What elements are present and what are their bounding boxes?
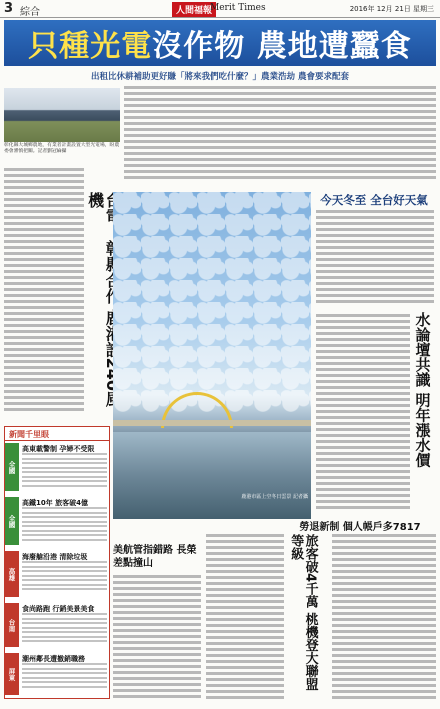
brief-text [22, 453, 107, 489]
river-water [113, 432, 311, 519]
region-tag: 全國 [5, 443, 19, 491]
brief-title: 高鐵10年 旅客破4億 [22, 499, 89, 507]
labor-pension-headline: 勞退新制 個人帳戶多7817 [299, 522, 421, 533]
winter-solstice-headline: 今天冬至 全台好天氣 [320, 193, 428, 207]
bridge-deck [113, 420, 311, 426]
article-text-left [4, 168, 84, 418]
solar-photo-caption: 彰化縣大城鄉農地，有業者計畫設置大型光電場，盼農委會審慎把關。記者劉冠綸攝 [4, 143, 120, 155]
page-header [0, 0, 440, 18]
list-item [5, 443, 109, 493]
article-text-labor [332, 534, 436, 702]
newspaper-logo-en: Merit Times [210, 3, 266, 13]
list-item [5, 551, 109, 599]
solar-farm-photo [4, 88, 120, 142]
brief-text [22, 507, 107, 543]
article-text-airline [113, 575, 201, 703]
section-label: 綜合 [20, 7, 40, 18]
page-number: 3 [4, 1, 14, 16]
brief-title: 食尚路跑 行銷美景美食 [22, 605, 95, 613]
news-briefs-box [4, 426, 110, 699]
headline-part-1: 只種光電 [28, 29, 153, 64]
airline-headline: 美航管指錯路 長榮差點撞山 [113, 545, 197, 569]
news-box-title: 新聞千里眼 [5, 427, 109, 441]
newspaper-logo: 人間福報 [172, 2, 216, 17]
article-text-water [316, 314, 410, 512]
cloud-pattern [113, 192, 311, 412]
headline-part-2: 沒作物 農地遭蠶食 [152, 29, 412, 64]
brief-text [22, 613, 107, 645]
issue-date: 2016年 12月 21日 星期三 [349, 5, 434, 13]
article-text-top [124, 86, 436, 186]
list-item [5, 497, 109, 547]
sub-headline: 出租比休耕補助更好賺「將來我們吃什麼？」農業浩劫 農會要求配套 [91, 72, 349, 82]
region-tag: 屏東 [5, 653, 19, 695]
water-price-headline: 水論壇共識 明年漲水價 [413, 312, 432, 468]
region-tag: 全國 [5, 497, 19, 545]
taipower-headline: 機 [85, 192, 105, 208]
brief-title: 高東載警制 孕婦不受限 [22, 445, 95, 453]
list-item [5, 603, 109, 649]
sky-photo [113, 192, 311, 519]
airport-travelers-headline: 旅客破4千萬 桃機登大聯盟等級 [288, 534, 318, 691]
article-text-winter [316, 210, 434, 310]
sky-photo-caption: 鹿港市區上空冬日雲景 記者攝 [241, 494, 308, 500]
region-tag: 台南 [5, 603, 19, 647]
list-item [5, 653, 109, 697]
brief-text [22, 663, 107, 690]
region-tag: 高雄 [5, 551, 19, 597]
brief-title: 潮州鄰長遭撤銷職務 [22, 655, 85, 663]
main-headline-banner [4, 20, 436, 66]
article-text-airport [206, 534, 284, 702]
brief-title: 海廢艙沿港 清除垃圾 [22, 553, 88, 561]
brief-text [22, 561, 107, 593]
